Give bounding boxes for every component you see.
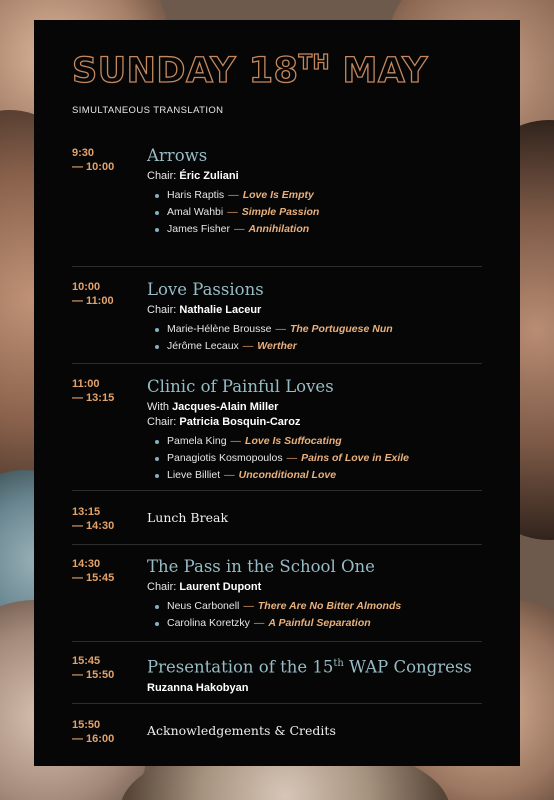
bullet-icon	[155, 194, 159, 198]
bullet-icon	[155, 605, 159, 609]
talk-item: Jérôme Lecaux — Werther	[155, 338, 482, 355]
session-chair: Chair: Nathalie Laceur	[147, 304, 262, 316]
page-subtitle: SIMULTANEOUS TRANSLATION	[72, 105, 224, 116]
session-time: 14:30 — 15:45	[72, 558, 115, 584]
bullet-icon	[155, 345, 159, 349]
bullet-icon	[155, 440, 159, 444]
session-wap-congress	[72, 642, 482, 704]
program-header	[72, 50, 428, 116]
talk-item: Haris Raptis — Love Is Empty	[155, 187, 482, 204]
session-chair: Chair: Laurent Dupont	[147, 581, 262, 593]
session-lunch-break	[72, 491, 482, 545]
session-love-passions	[72, 267, 482, 364]
session-title: Lunch Break	[147, 510, 229, 525]
session-time: 13:15 — 14:30	[72, 506, 115, 532]
session-title: Presentation of the 15th WAP Congress	[147, 657, 472, 677]
bullet-icon	[155, 211, 159, 215]
session-time: 9:30 — 10:00	[72, 147, 115, 173]
talk-item: Marie-Hélène Brousse — The Portuguese Nun	[155, 321, 482, 338]
session-title: Clinic of Painful Loves	[147, 377, 334, 396]
session-time: 15:50 — 16:00	[72, 719, 115, 745]
session-title: Love Passions	[147, 280, 264, 299]
talk-item: Carolina Koretzky — A Painful Separation	[155, 615, 482, 632]
session-title: The Pass in the School One	[147, 557, 375, 576]
session-time: 15:45 — 15:50	[72, 655, 115, 681]
session-chair: Chair: Patricia Bosquin-Caroz	[147, 416, 301, 428]
program-panel	[34, 20, 520, 766]
page-title: SUNDAY 18TH MAY	[72, 50, 428, 91]
talk-item: James Fisher — Annihilation	[155, 221, 482, 238]
talk-item: Pamela King — Love Is Suffocating	[155, 433, 482, 450]
session-title: Acknowledgements & Credits	[147, 723, 336, 738]
session-title: Arrows	[147, 146, 208, 165]
talk-item: Neus Carbonell — There Are No Bitter Almonds	[155, 598, 482, 615]
bullet-icon	[155, 228, 159, 232]
bullet-icon	[155, 474, 159, 478]
bullet-icon	[155, 457, 159, 461]
talk-item: Panagiotis Kosmopoulos — Pains of Love in Exile	[155, 450, 482, 467]
session-acknowledgements	[72, 704, 482, 758]
bullet-icon	[155, 622, 159, 626]
session-speaker: Ruzanna Hakobyan	[147, 681, 249, 694]
session-clinic-painful-loves	[72, 364, 482, 491]
session-list	[72, 146, 482, 758]
session-pass-school-one	[72, 545, 482, 642]
bullet-icon	[155, 328, 159, 332]
session-arrows	[72, 146, 482, 267]
talk-item: Lieve Billiet — Unconditional Love	[155, 467, 482, 484]
session-time: 11:00 — 13:15	[72, 378, 115, 404]
session-chair: Chair: Éric Zuliani	[147, 170, 239, 182]
session-time: 10:00 — 11:00	[72, 281, 114, 307]
talk-item: Amal Wahbi — Simple Passion	[155, 204, 482, 221]
session-with: With Jacques-Alain Miller	[147, 401, 279, 413]
